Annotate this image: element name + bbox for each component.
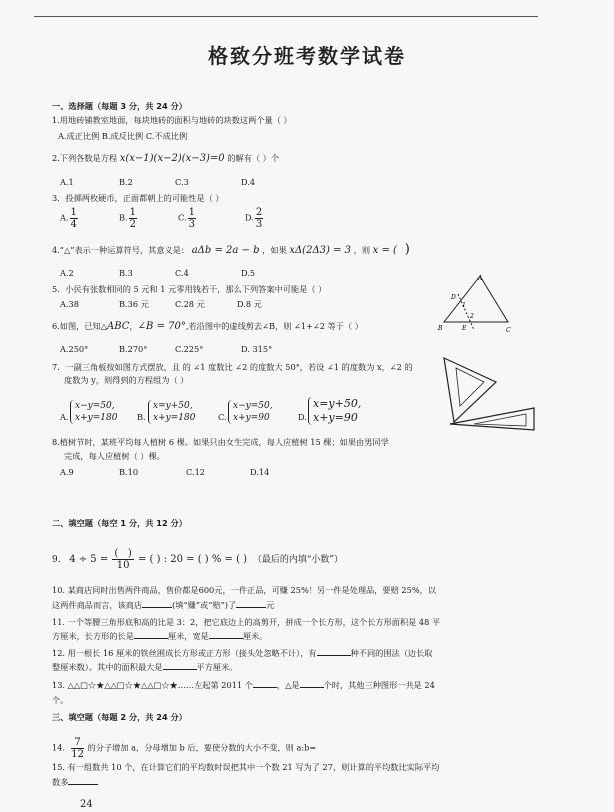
q5-option-c: C.28 元 xyxy=(175,299,205,309)
q4-definition: aΔb = 2a − b xyxy=(191,245,260,256)
q14-frac-den: 12 xyxy=(71,749,84,760)
q3-d-fraction xyxy=(255,207,263,230)
q7-line2: 度数为 y，则得到的方程组为（ ） xyxy=(64,375,189,385)
q2-option-d: D.4 xyxy=(241,177,256,187)
q3-c-den: 3 xyxy=(188,219,195,230)
triangle-figure xyxy=(438,272,518,338)
q15-line2 xyxy=(52,777,98,787)
q3-a-den: 4 xyxy=(70,219,77,230)
q11-pre: 方厘米，长方形的长是 xyxy=(52,631,134,641)
q2-option-b: B.2 xyxy=(119,177,133,187)
q9-hint: （最后的内填“小数”） xyxy=(252,555,344,565)
q3-option-a xyxy=(60,207,79,230)
q5-option-b: B.36 元 xyxy=(119,299,149,309)
q7-d-eq1: x=y+50, xyxy=(313,397,362,410)
q7-d-label: D. xyxy=(298,412,307,422)
q4-stem xyxy=(52,242,410,257)
q12-blank-1[interactable] xyxy=(317,655,351,656)
q7-b-label: B. xyxy=(137,412,146,422)
q12-post1: 种不同的围法（边长取 xyxy=(350,648,433,658)
q6-stem-mid: ， xyxy=(129,321,138,331)
q9-lead: 4 ÷ 5 = xyxy=(69,554,109,565)
q13-blank-2[interactable] xyxy=(300,687,324,688)
q3-option-d xyxy=(245,207,264,230)
q6-angle: ∠B = 70° xyxy=(137,321,186,332)
q12-post2: 平方厘米。 xyxy=(196,662,238,672)
q7-d-eq2: x+y=90 xyxy=(313,411,358,424)
q3-option-c xyxy=(178,207,197,230)
q3-b-den: 2 xyxy=(129,219,136,230)
q14-num: 14. xyxy=(52,742,66,753)
q7-line1: 7．一副三角板按如图方式摆放，且 的 ∠1 度数比 ∠2 的度数大 50°，若设 ∠1 的度数为 x，∠2 的 xyxy=(52,362,413,372)
q3-a-num: 1 xyxy=(70,207,77,218)
q11-line1: 11. 一个等腰三角形底和高的比是 3：2，把它底边上的高剪开，拼成一个长方形，这个长方形面积是 48 平 xyxy=(52,617,441,627)
q7-b-eq2: x+y=180 xyxy=(153,413,196,423)
q7-c-eq1: x−y=50, xyxy=(233,401,273,411)
q12-pre1: 12. 用一根长 16 厘米的铁丝围成长方形或正方形（接头处忽略不计），有 xyxy=(52,648,317,658)
q7-a-eq2: x+y=180 xyxy=(75,413,118,423)
q6-stem xyxy=(52,321,363,332)
q7-c-eq2: x+y=90 xyxy=(233,413,270,423)
q4-option-d: D.5 xyxy=(241,268,256,278)
q1-options: A.成正比例 B.成反比例 C.不成比例 xyxy=(58,131,188,141)
fig-label-d: D xyxy=(451,294,456,301)
q10-mid: (填“赚”或“赔”)了 xyxy=(172,600,237,610)
q6-stem-post: ,若沿图中的虚线剪去∠B，则 ∠1+∠2 等于（ ） xyxy=(185,321,363,331)
top-rule xyxy=(34,16,538,17)
q4-ask: x = ( xyxy=(372,245,397,256)
q13-line2: 个。 xyxy=(52,695,69,705)
q7-a-eq1: x−y=50, xyxy=(75,401,115,411)
q7-b-eq1: x=y+50, xyxy=(153,401,193,411)
q8-line1: 8.植树节时，某班平均每人植树 6 棵。如果只由女生完成，每人应植树 15 棵；如果由男同学 xyxy=(52,437,389,447)
q6-abc: ABC xyxy=(107,321,130,332)
q13-mid2: 个时，其他三种图形一共是 24 xyxy=(323,680,435,690)
q9-num: 9. xyxy=(52,555,61,565)
q8-option-d: D.14 xyxy=(250,467,270,477)
q1-stem: 1.用地砖铺教室地面，每块地砖的面积与地砖的块数这两个量（ ） xyxy=(52,115,292,125)
fig-label-e: E xyxy=(462,325,467,332)
q7-system-d xyxy=(308,397,361,425)
q4-option-c: C.4 xyxy=(175,268,189,278)
q4-stem-mid: ，如果 xyxy=(262,245,287,255)
q7-c-label: C. xyxy=(218,412,227,422)
q10-line1: 10. 某商店同时出售两件商品，售价都是600元，一件正品，可赚 25%！另一件是处理品，要赔 25%，以 xyxy=(52,585,436,595)
q4-condition: xΔ(2Δ3) = 3 xyxy=(289,245,352,256)
q3-b-label: B. xyxy=(119,212,128,223)
q15-pre: 数多 xyxy=(52,777,69,787)
q3-b-fraction xyxy=(129,207,137,230)
q3-c-num: 1 xyxy=(188,207,195,218)
q5-option-a: A.38 xyxy=(60,299,79,309)
set-square-2 xyxy=(450,408,534,430)
set-square-1 xyxy=(444,358,496,422)
q13-pre: 13. △△□☆★△△□☆★△△□☆★……左起第 2011 个 xyxy=(52,680,253,690)
q7-system-b xyxy=(148,400,195,424)
q14-frac-num: 7 xyxy=(71,737,84,749)
fig-label-a: A xyxy=(478,275,483,282)
q8-option-c: C.12 xyxy=(186,467,205,477)
q7-a-label: A. xyxy=(60,412,69,422)
q9-frac-num: ( ) xyxy=(112,548,134,560)
q7-system-a xyxy=(70,400,117,424)
q6-option-b: B.270° xyxy=(119,344,148,354)
set-square-1-inner xyxy=(456,368,484,406)
q13-line1 xyxy=(52,680,435,690)
q11-line2 xyxy=(52,631,267,641)
fig-label-1: 1 xyxy=(462,302,466,309)
q16-partial: 24 xyxy=(80,799,93,810)
q3-a-fraction xyxy=(70,207,78,230)
q3-c-fraction xyxy=(188,207,196,230)
q5-option-d: D.8 元 xyxy=(237,299,262,309)
q2-stem-post: 的解有（ ）个 xyxy=(227,153,280,163)
q3-d-den: 3 xyxy=(255,219,263,230)
q2-equation: x(x−1)(x−2)(x−3)=0 xyxy=(119,153,225,164)
fig-label-b: B xyxy=(438,325,443,332)
q2-stem-pre: 2.下列各数是方程 xyxy=(52,153,118,163)
q10-post: 元 xyxy=(266,600,275,610)
q12-blank-2[interactable] xyxy=(163,669,197,670)
q11-blank-2[interactable] xyxy=(209,638,243,639)
q12-line2 xyxy=(52,662,237,672)
q3-b-num: 1 xyxy=(129,207,136,218)
section-heading-choice: 一、选择题（每题 3 分，共 24 分） xyxy=(52,101,187,111)
q8-option-a: A.9 xyxy=(60,467,74,477)
q14-text: 的分子增加 a，分母增加 b 后，要使分数的大小不变，则 a:b= xyxy=(87,742,317,753)
q15-blank[interactable] xyxy=(68,784,98,785)
q11-post: 厘米。 xyxy=(242,631,268,641)
q9-line xyxy=(52,548,343,571)
q3-d-label: D. xyxy=(245,212,254,223)
q13-mid1: ，△是 xyxy=(276,680,300,690)
q14-fraction xyxy=(71,737,84,760)
q2-option-c: C.3 xyxy=(175,177,189,187)
q3-stem: 3．投掷两枚硬币，正面都朝上的可能性是（ ） xyxy=(52,193,224,203)
q10-blank-1[interactable] xyxy=(142,607,172,608)
q6-option-c: C.225° xyxy=(175,344,204,354)
q3-a-label: A. xyxy=(60,212,69,223)
set-square-2-inner xyxy=(474,414,526,426)
q3-option-b xyxy=(119,207,138,230)
q8-line2: 完成，每人应植树（ ）棵。 xyxy=(64,451,165,461)
q3-c-label: C. xyxy=(178,212,187,223)
q4-option-a: A.2 xyxy=(60,268,74,278)
q11-blank-1[interactable] xyxy=(134,638,168,639)
q14-line xyxy=(52,737,316,760)
q4-stem-post: ，则 xyxy=(353,245,371,255)
fig-label-c: C xyxy=(506,327,511,334)
set-square-figure xyxy=(440,352,540,438)
q6-stem-pre: 6.如图，已知△ xyxy=(52,321,108,331)
q7-system-c xyxy=(228,400,273,424)
q8-option-b: B.10 xyxy=(119,467,139,477)
q6-option-a: A.250° xyxy=(60,344,89,354)
section-heading-fill-2: 三、填空题（每题 2 分，共 24 分） xyxy=(52,712,187,722)
q9-rest: = ( ) : 20 = ( ) % = ( ) xyxy=(137,554,248,565)
page-title: 格致分班考数学试卷 xyxy=(208,44,406,68)
q10-blank-2[interactable] xyxy=(236,607,266,608)
q13-blank-1[interactable] xyxy=(253,687,277,688)
q9-frac-den: 10 xyxy=(116,560,130,571)
fig-label-2: 2 xyxy=(470,313,474,320)
q15-line1: 15. 有一组数共 10 个，在计算它们的平均数时误把其中一个数 21 写为了 27，则计算的平均数比实际平均 xyxy=(52,762,440,772)
q4-stem-pre: 4.“△”表示一种运算符号，其意义是： xyxy=(52,245,190,255)
q4-close: ) xyxy=(404,242,410,257)
q10-pre: 这两件商品而言，该商店 xyxy=(52,600,143,610)
section-heading-fill: 二、填空题（每空 1 分，共 12 分） xyxy=(52,518,187,528)
q2-option-a: A.1 xyxy=(60,177,74,187)
q6-option-d: D. 315° xyxy=(241,344,273,354)
q4-option-b: B.3 xyxy=(119,268,133,278)
q11-mid: 厘米，宽是 xyxy=(167,631,209,641)
q5-stem: 5．小民有张数相同的 5 元和 1 元零用钱若干，那么下列答案中可能是（ ） xyxy=(52,284,327,294)
q12-line1 xyxy=(52,648,432,658)
q10-line2 xyxy=(52,600,274,610)
q9-fraction xyxy=(112,548,134,571)
q3-d-num: 2 xyxy=(255,207,263,218)
q2-stem xyxy=(52,153,279,164)
q12-pre2: 整厘米数）。其中的面积最大是 xyxy=(52,662,163,672)
